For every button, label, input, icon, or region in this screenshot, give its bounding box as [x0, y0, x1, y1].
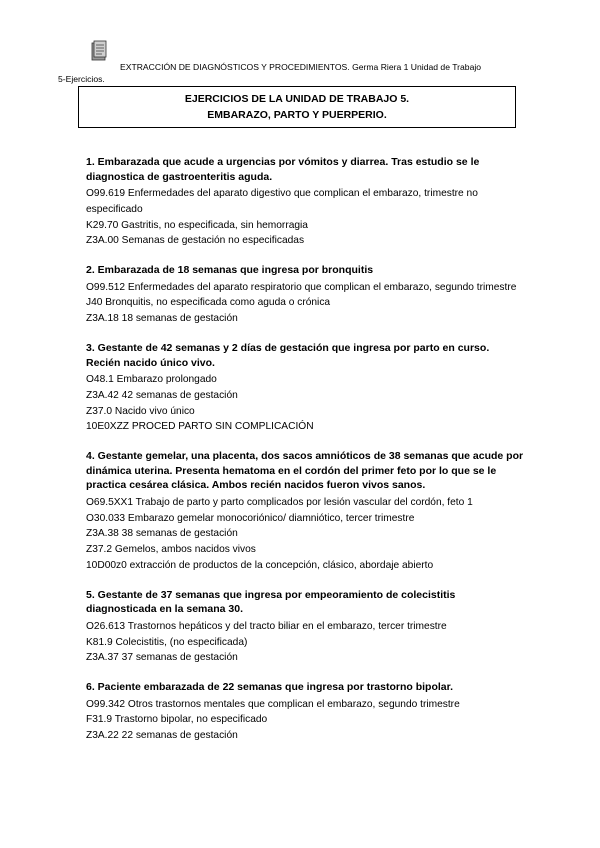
diagnosis-code: O48.1 Embarazo prolongado — [86, 374, 217, 386]
exercise-list — [86, 155, 526, 758]
diagnosis-code: O99.342 Otros trastornos mentales que complican el embarazo, segundo trimestre — [86, 698, 460, 710]
exercise-3 — [86, 341, 526, 435]
diagnosis-code: F31.9 Trastorno bipolar, no especificado — [86, 714, 268, 726]
diagnosis-code: Z3A.38 38 semanas de gestación — [86, 528, 238, 540]
exercise-6 — [86, 680, 526, 744]
exercise-question: 4. Gestante gemelar, una placenta, dos sacos amnióticos de 38 semanas que acude por dinámica uterina. Presenta hematoma en el cordón del primer feto por lo que se le practica cesárea clásica. Ambos recién nacidos fueron vivos sanos. — [86, 450, 524, 492]
diagnosis-code: O69.5XX1 Trabajo de parto y parto complicados por lesión vascular del cordón, feto 1 — [86, 496, 473, 508]
exercise-1 — [86, 155, 526, 249]
diagnosis-code: Z37.2 Gemelos, ambos nacidos vivos — [86, 544, 256, 556]
diagnosis-code: O26.613 Trastornos hepáticos y del tracto biliar en el embarazo, tercer trimestre — [86, 620, 447, 632]
diagnosis-code: Z3A.42 42 semanas de gestación — [86, 389, 238, 401]
header-text-continued: 5-Ejercicios. — [58, 74, 105, 84]
document-title-box — [78, 86, 516, 128]
diagnosis-code: Z3A.18 18 semanas de gestación — [86, 313, 238, 325]
exercise-question: 3. Gestante de 42 semanas y 2 días de gestación que ingresa por parto en curso. Recién nacido único vivo. — [86, 342, 490, 369]
procedure-code: 10E0XZZ PROCED PARTO SIN COMPLICACIÓN — [86, 421, 314, 433]
diagnosis-code: O99.512 Enfermedades del aparato respiratorio que complican el embarazo, segundo trimestre — [86, 281, 517, 293]
diagnosis-code: O30.033 Embarazo gemelar monocoriónico/ diamniótico, tercer trimestre — [86, 512, 415, 524]
exercise-question: 2. Embarazada de 18 semanas que ingresa por bronquitis — [86, 264, 374, 277]
exercise-question: 6. Paciente embarazada de 22 semanas que ingresa por trastorno bipolar. — [86, 681, 454, 694]
procedure-code: 10D00z0 extracción de productos de la concepción, clásico, abordaje abierto — [86, 559, 434, 571]
diagnosis-code: K29.70 Gastritis, no especificada, sin hemorragia — [86, 219, 308, 231]
diagnosis-code: Z37.0 Nacido vivo único — [86, 405, 195, 417]
exercise-5 — [86, 588, 526, 666]
diagnosis-code: K81.9 Colecistitis, (no especificada) — [86, 636, 248, 648]
diagnosis-code: Z3A.00 Semanas de gestación no especificadas — [86, 235, 305, 247]
title-line-2: EMBARAZO, PARTO Y PUERPERIO. — [207, 109, 387, 121]
document-stack-icon — [90, 40, 108, 62]
exercise-4 — [86, 449, 526, 573]
exercise-question: 5. Gestante de 37 semanas que ingresa por empeoramiento de colecistitis diagnosticada en la semana 30. — [86, 588, 456, 616]
diagnosis-code: O99.619 Enfermedades del aparato digestivo que complican el embarazo, trimestre no especificado — [86, 188, 478, 215]
header-text: EXTRACCIÓN DE DIAGNÓSTICOS Y PROCEDIMIENTOS. Germa Riera 1 Unidad de Trabajo — [120, 62, 482, 72]
diagnosis-code: Z3A.22 22 semanas de gestación — [86, 730, 238, 742]
diagnosis-code: J40 Bronquitis, no especificada como aguda o crónica — [86, 297, 331, 309]
diagnosis-code: Z3A.37 37 semanas de gestación — [86, 652, 238, 664]
exercise-2 — [86, 263, 526, 327]
exercise-question: 1. Embarazada que acude a urgencias por vómitos y diarrea. Tras estudio se le diagnostica de gastroenteritis aguda. — [86, 156, 480, 183]
title-line-1: EJERCICIOS DE LA UNIDAD DE TRABAJO 5. — [184, 93, 410, 105]
